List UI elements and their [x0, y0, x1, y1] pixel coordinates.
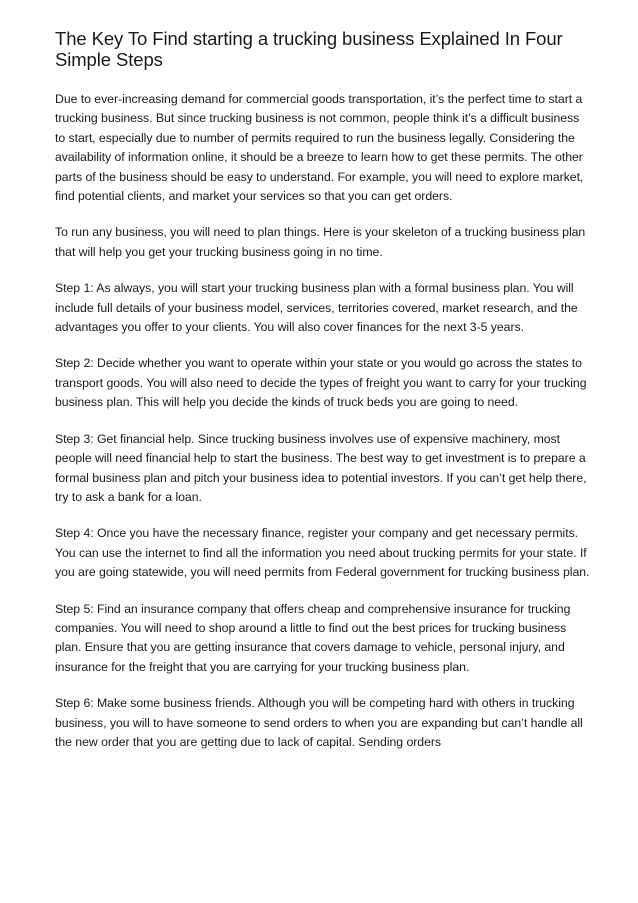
paragraph-step-4: Step 4: Once you have the necessary finance, register your company and get necessary permits. You can use the internet to find all the information you need about trucking permits for your state. If you are going statewide, you will need permits from Federal government for trucking business plan. — [55, 526, 590, 580]
paragraph-step-5: Step 5: Find an insurance company that offers cheap and comprehensive insurance for trucking companies. You will need to shop around a little to find out the best prices for trucking business plan. Ensure that you are getting insurance that covers damage to vehicle, personal injury, and insurance for the freight that you are carrying for your trucking business plan. — [55, 601, 571, 674]
paragraph-step-3: Step 3: Get financial help. Since trucking business involves use of expensive machinery, most people will need financial help to start the business. The best way to get investment is to prepare a formal business plan and pitch your business idea to potential investors. If you can’t get help there, try to ask a bank for a loan. — [55, 431, 587, 504]
paragraph-plan: To run any business, you will need to plan things. Here is your skeleton of a trucking business plan that will help you get your trucking business going in no time. — [55, 225, 586, 259]
document-page — [55, 28, 590, 769]
paragraph-step-1: Step 1: As always, you will start your trucking business plan with a formal business plan. You will include full details of your business model, services, territories covered, market research, and the advantages you offer to your clients. You will also cover finances for the next 3-5 years. — [55, 281, 578, 335]
paragraph-step-2: Step 2: Decide whether you want to operate within your state or you would go across the states to transport goods. You will also need to decide the types of freight you want to carry for your trucking business plan. This will help you decide the kinds of truck beds you are going to need. — [55, 356, 587, 410]
document-title: The Key To Find starting a trucking business Explained In Four Simple Steps — [55, 28, 563, 70]
paragraph-step-6: Step 6: Make some business friends. Although you will be competing hard with others in trucking business, you will to have someone to send orders to when you are expanding but can’t handle all the new order that you are getting due to lack of capital. Sending orders — [55, 696, 583, 749]
paragraph-intro: Due to ever-increasing demand for commercial goods transportation, it’s the perfect time to start a trucking business. But since trucking business is not common, people think it’s a difficult business to start, especially due to number of permits required to run the business legally. Considering the availability of information online, it should be a breeze to learn how to get these permits. The other parts of the business should be easy to understand. For example, you will need to explore market, find potential clients, and market your services so that you can get orders. — [55, 92, 584, 204]
